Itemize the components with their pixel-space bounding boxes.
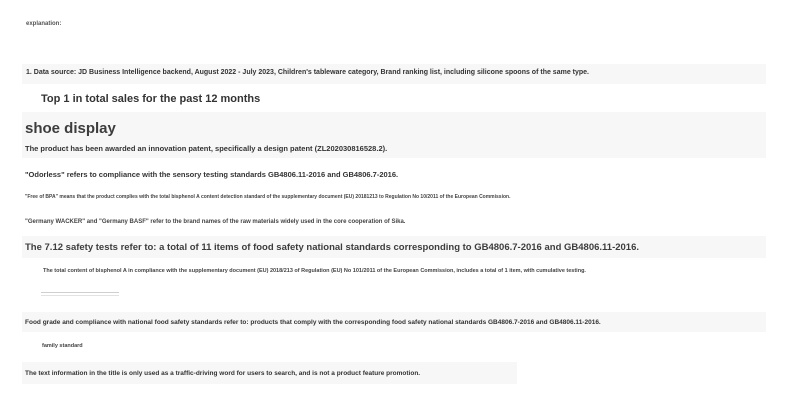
explanation-label: explanation:: [26, 21, 62, 27]
patent-note: The product has been awarded an innovation patent, specifically a design patent (ZL202030816528.2).: [25, 144, 388, 153]
germany-note: "Germany WACKER" and "Germany BASF" refer to the brand names of the raw materials widely used in the core cooperation of Sika.: [25, 219, 406, 225]
odorless-note: "Odorless" refers to compliance with the sensory testing standards GB4806.11-2016 and GB4806.7-2016.: [25, 170, 399, 179]
safety-tests-note: The 7.12 safety tests refer to: a total of 11 items of food safety national standards corresponding to GB4806.7-2016 and GB4806.11-2016.: [25, 242, 640, 253]
title-info-note: The text information in the title is only used as a traffic-driving word for users to search, and is not a product feature promotion.: [25, 370, 421, 377]
bpa-note: "Free of BPA" means that the product complies with the total bisphenol A content detection standard of the supplementary document (EU) 20181213 to Regulation No 10/2011 of the European Commission.: [25, 194, 511, 200]
family-standard-label: family standard: [42, 343, 83, 349]
top-sales-heading: Top 1 in total sales for the past 12 months: [41, 93, 261, 105]
faint-text-line: [41, 292, 119, 296]
shoe-display-heading: shoe display: [25, 120, 116, 137]
data-source-note: 1. Data source: JD Business Intelligence backend, August 2022 - July 2023, Children's tableware category, Brand ranking list, including silicone spoons of the same type.: [26, 69, 589, 76]
bisphenol-note: The total content of bisphenol A in compliance with the supplementary document (EU) 2018/213 of Regulation (EU) No 101/2011 of the European Commission, includes a total of 1 item, with cumulative testing.: [43, 268, 586, 274]
food-grade-note: Food grade and compliance with national food safety standards refer to: products that comply with the corresponding food safety national standards GB4806.7-2016 and GB4806.11-2016.: [25, 319, 601, 326]
